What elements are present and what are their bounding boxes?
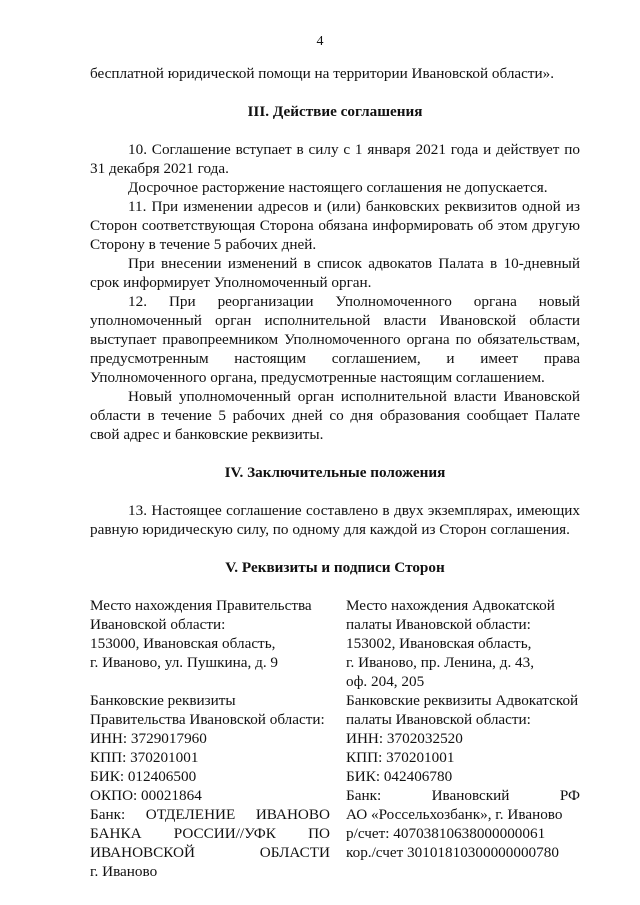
bar-address-line: Место нахождения Адвокатской — [346, 597, 555, 614]
gov-address-line: Место нахождения Правительства — [90, 597, 312, 614]
bar-bank-line: Банковские реквизиты Адвокатской — [346, 692, 579, 709]
word: РОССИИ//УФК — [173, 825, 276, 842]
paragraph-10: 10. Соглашение вступает в силу с 1 января 2021 года и действует по 31 декабря 2021 года. — [90, 141, 580, 177]
paragraph-11: 11. При изменении адресов и (или) банковских реквизитов одной из Сторон соответствующая Сторона обязана информировать об этом другую Сторону в течение 5 рабочих дней. — [90, 198, 580, 253]
bar-address-line: г. Иваново, пр. Ленина, д. 43, — [346, 654, 535, 671]
word: Банк: — [346, 787, 382, 804]
gov-address-line: 153000, Ивановская область, — [90, 635, 276, 652]
bar-bank-name-line — [346, 786, 580, 805]
paragraph-10-termination: Досрочное расторжение настоящего соглашения не допускается. — [128, 179, 548, 196]
word: ОБЛАСТИ — [259, 844, 330, 861]
bar-association-requisites — [346, 596, 580, 862]
paragraph-13: 13. Настоящее соглашение составлено в двух экземплярах, имеющих равную юридическую силу, по одному для каждой из Сторон соглашения. — [90, 502, 580, 538]
bar-bank-name: АО «Россельхозбанк», г. Иваново — [346, 806, 563, 823]
word: ИВАНОВО — [255, 806, 330, 823]
word: БАНКА — [90, 825, 142, 842]
section-5-heading: V. Реквизиты и подписи Сторон — [225, 559, 445, 576]
section-3-heading: III. Действие соглашения — [247, 103, 423, 120]
gov-bank-name-line — [90, 805, 330, 824]
gov-address-line: г. Иваново, ул. Пушкина, д. 9 — [90, 654, 279, 671]
paragraph-12-new-body: Новый уполномоченный орган исполнительной власти Ивановской области в течение 5 рабочих дней со дня образования сообщает Палате свой адрес и банковские реквизиты. — [90, 388, 580, 443]
intro-line: бесплатной юридической помощи на территории Ивановской области». — [90, 65, 555, 82]
gov-bank-name-line — [90, 843, 330, 862]
paragraph-12: 12. При реорганизации Уполномоченного органа новый уполномоченный орган исполнительной власти Ивановской области выступает правопреемником Уполномоченного органа по обязательствам, предусмотренным настоящим соглашением, и имеет права Уполномоченного органа, предусмотренные настоящим соглашением. — [90, 293, 580, 386]
word: ИВАНОВСКОЙ — [90, 844, 195, 861]
gov-bank-line: Правительства Ивановской области: — [90, 711, 325, 728]
page-number: 4 — [316, 34, 324, 49]
gov-bik: БИК: 012406500 — [90, 768, 197, 785]
bar-account: р/счет: 40703810638000000061 — [346, 825, 546, 842]
paragraph-11-lawyers: При внесении изменений в список адвокатов Палата в 10-дневный срок информирует Уполномоченный орган. — [90, 255, 580, 291]
bar-address-line: 153002, Ивановская область, — [346, 635, 532, 652]
bar-address-line: оф. 204, 205 — [346, 673, 425, 690]
bar-kpp: КПП: 370201001 — [346, 749, 455, 766]
gov-city: г. Иваново — [90, 863, 158, 880]
word: Ивановский — [431, 787, 510, 804]
document-body — [90, 64, 580, 880]
gov-bank-name-line — [90, 824, 330, 843]
bar-bik: БИК: 042406780 — [346, 768, 453, 785]
word: ПО — [308, 825, 330, 842]
word: Банк: — [90, 806, 126, 823]
gov-address-line: Ивановской области: — [90, 616, 226, 633]
bar-address-line: палаты Ивановской области: — [346, 616, 531, 633]
gov-bank-line: Банковские реквизиты — [90, 692, 236, 709]
bar-inn: ИНН: 3702032520 — [346, 730, 463, 747]
gov-kpp: КПП: 370201001 — [90, 749, 199, 766]
gov-okpo: ОКПО: 00021864 — [90, 787, 202, 804]
word: ОТДЕЛЕНИЕ — [145, 806, 236, 823]
gov-inn: ИНН: 3729017960 — [90, 730, 207, 747]
bar-corr-account: кор./счет 30101810300000000780 — [346, 844, 559, 861]
government-requisites — [90, 596, 330, 881]
word: РФ — [559, 787, 580, 804]
bar-bank-line: палаты Ивановской области: — [346, 711, 531, 728]
section-4-heading: IV. Заключительные положения — [224, 464, 446, 481]
